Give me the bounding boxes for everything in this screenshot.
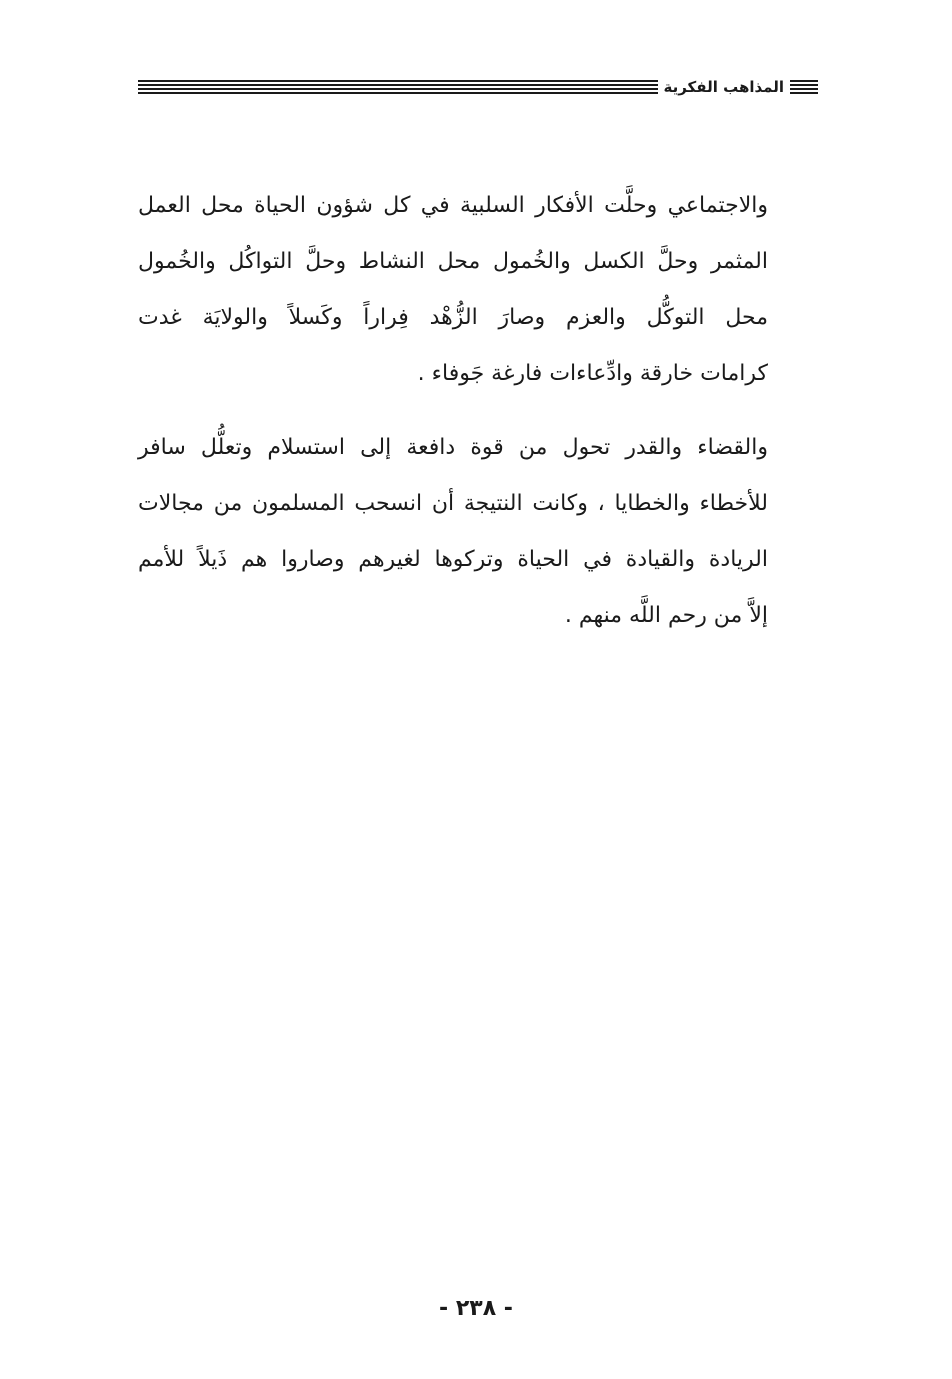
page-number: - ٢٣٨ - bbox=[439, 1296, 513, 1321]
page-body bbox=[138, 178, 768, 644]
running-header bbox=[138, 72, 818, 102]
header-rule bbox=[138, 80, 658, 94]
text-line: والاجتماعي وحلَّت الأفكار السلبية في كل شؤون الحياة محل العمل bbox=[138, 193, 768, 218]
paragraph-2 bbox=[138, 420, 768, 644]
header-title: المذاهب الفكرية bbox=[663, 78, 784, 96]
text-line: للأخطاء والخطايا ، وكانت النتيجة أن انسحب المسلمون من مجالات bbox=[138, 491, 768, 516]
text-line: المثمر وحلَّ الكسل والخُمول محل النشاط وحلَّ التواكُل والخُمول bbox=[138, 249, 768, 274]
text-line: إلاَّ من رحم اللَّه منهم . bbox=[564, 603, 768, 628]
text-line: والقضاء والقدر تحول من قوة دافعة إلى استسلام وتعلُّل سافر bbox=[138, 435, 768, 460]
text-line: محل التوكُّل والعزم وصارَ الزُّهْد فِراراً وكَسلاً والولايَة غدت bbox=[138, 305, 768, 330]
paragraph-1 bbox=[138, 178, 768, 402]
text-line: الريادة والقيادة في الحياة وتركوها لغيرهم وصاروا هم ذَيلاً للأمم bbox=[138, 547, 768, 572]
text-line: كرامات خارقة وادِّعاءات فارغة جَوفاء . bbox=[417, 361, 768, 386]
header-ornament-icon bbox=[790, 80, 818, 94]
